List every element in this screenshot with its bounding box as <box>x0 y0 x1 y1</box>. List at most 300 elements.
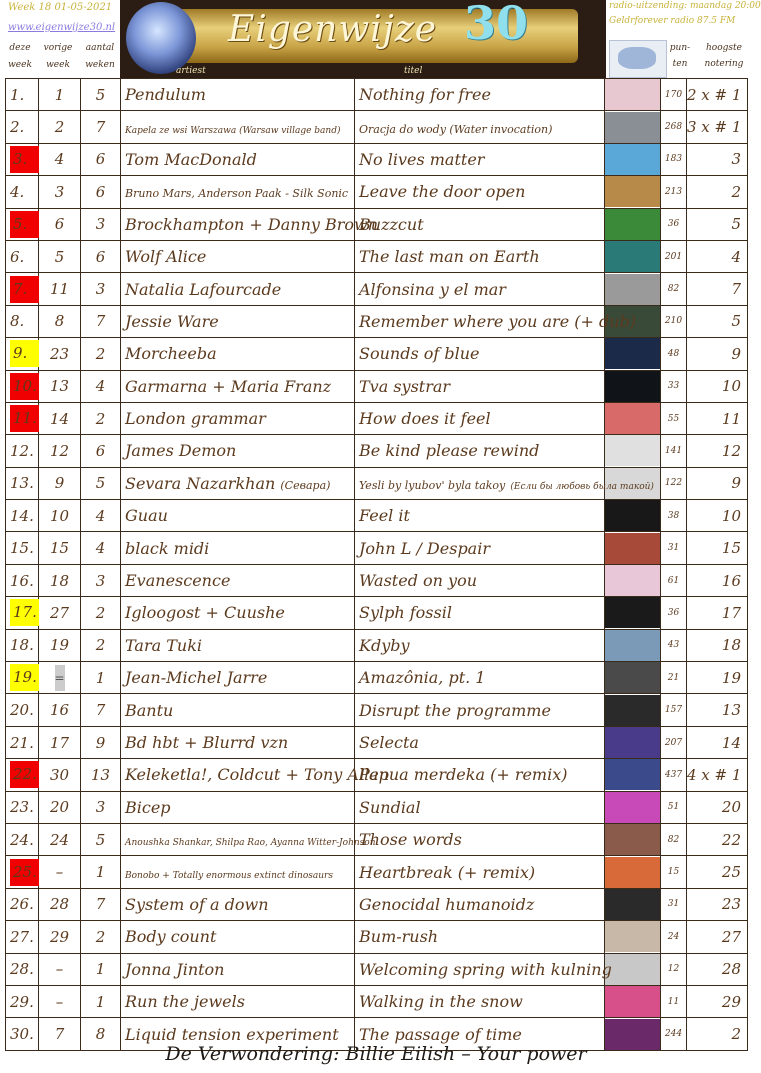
rank-value: 24. <box>10 830 34 849</box>
table-row <box>6 597 748 629</box>
song-title: Welcoming spring with kulning <box>359 959 612 979</box>
song-title: Disrupt the programme <box>359 700 551 720</box>
album-cover-thumbnail <box>605 597 660 628</box>
cover-cell <box>605 273 661 305</box>
artist-name: Sevara Nazarkhan <box>125 473 276 493</box>
table-row <box>6 79 748 111</box>
artist-cell <box>121 726 355 758</box>
album-cover-thumbnail <box>605 759 660 790</box>
prev-value: 17 <box>49 733 70 752</box>
header-right <box>606 0 761 78</box>
album-cover-thumbnail <box>605 695 660 726</box>
peak-cell: 28 <box>687 953 748 985</box>
song-title: Walking in the snow <box>359 992 523 1012</box>
peak-cell: 10 <box>687 500 748 532</box>
title-cell <box>355 111 605 143</box>
peak-cell: 27 <box>687 921 748 953</box>
album-cover-thumbnail <box>605 209 660 240</box>
song-title: Sylph fossil <box>359 603 452 623</box>
artist-cell <box>121 240 355 272</box>
prev-value: 27 <box>49 603 70 622</box>
song-title: Those words <box>359 830 462 850</box>
week-date: Week 18 01-05-2021 <box>8 2 113 13</box>
title-cell <box>355 208 605 240</box>
artist-cell <box>121 532 355 564</box>
prev-value: 4 <box>54 150 65 169</box>
title-cell <box>355 240 605 272</box>
points-cell: 244 <box>661 1018 687 1050</box>
weeks-cell: 5 <box>81 467 121 499</box>
points-cell: 157 <box>661 694 687 726</box>
album-cover-thumbnail <box>605 986 660 1017</box>
artist-cell <box>121 888 355 920</box>
song-title: The last man on Earth <box>359 247 540 267</box>
peak-cell: 22 <box>687 823 748 855</box>
cover-cell <box>605 240 661 272</box>
title-cell <box>355 176 605 208</box>
title-cell <box>355 305 637 337</box>
points-cell: 122 <box>661 467 687 499</box>
rank-cell <box>6 888 39 920</box>
title-cell <box>355 532 605 564</box>
table-row <box>6 953 748 985</box>
artist-name: Evanescence <box>125 571 231 591</box>
prev-value: 15 <box>49 539 70 558</box>
points-cell: 36 <box>661 208 687 240</box>
rank-cell <box>6 985 39 1017</box>
title-cell <box>355 662 605 694</box>
prev-cell <box>39 759 81 791</box>
song-title: Sounds of blue <box>359 344 480 364</box>
artist-cell <box>121 759 389 791</box>
rank-value: 12. <box>10 441 34 460</box>
artist-cell <box>121 597 355 629</box>
label-titel: titel <box>404 66 423 76</box>
album-cover-thumbnail <box>605 144 660 175</box>
album-cover-thumbnail <box>605 792 660 823</box>
cover-cell <box>605 338 661 370</box>
table-row <box>6 888 748 920</box>
weeks-cell: 5 <box>81 79 121 111</box>
points-cell: 38 <box>661 500 687 532</box>
prev-cell <box>39 597 81 629</box>
artist-name: Wolf Alice <box>125 247 207 267</box>
prev-value: 30 <box>49 765 70 784</box>
prev-cell <box>39 273 81 305</box>
prev-value: 19 <box>49 636 70 655</box>
table-row <box>6 338 748 370</box>
peak-cell: 9 <box>687 467 748 499</box>
weeks-cell: 6 <box>81 240 121 272</box>
rank-cell <box>6 435 39 467</box>
song-title: Be kind please rewind <box>359 441 540 461</box>
album-cover-thumbnail <box>605 565 660 596</box>
peak-cell: 5 <box>687 305 748 337</box>
weeks-cell: 1 <box>81 985 121 1017</box>
rank-cell <box>6 208 39 240</box>
cover-cell <box>605 111 661 143</box>
song-title: Genocidal humanoidz <box>359 894 535 914</box>
points-cell: 15 <box>661 856 687 888</box>
rank-value: 27. <box>10 927 34 946</box>
prev-value: 2 <box>54 118 65 137</box>
artist-name: James Demon <box>125 441 237 461</box>
points-cell: 24 <box>661 921 687 953</box>
song-title: Kdyby <box>359 635 410 655</box>
rank-value: 30. <box>10 1025 34 1044</box>
prev-cell <box>39 370 81 402</box>
artist-name: System of a down <box>125 894 269 914</box>
rank-cell <box>6 79 39 111</box>
song-title: Wasted on you <box>359 571 478 591</box>
prev-value: 20 <box>49 798 70 817</box>
weeks-cell: 4 <box>81 500 121 532</box>
artist-name: Keleketla!, Coldcut + Tony Allen <box>125 765 389 785</box>
prev-value: 9 <box>54 474 65 493</box>
cover-cell <box>605 564 661 596</box>
song-title: Selecta <box>359 733 419 752</box>
rank-cell <box>6 921 39 953</box>
rank-value: 14. <box>10 506 34 525</box>
artist-cell <box>121 208 379 240</box>
table-row <box>6 208 748 240</box>
peak-cell: 29 <box>687 985 748 1017</box>
prev-equal-marker: = <box>55 665 65 691</box>
artist-cell <box>121 111 355 143</box>
table-row <box>6 111 748 143</box>
prev-cell <box>39 402 81 434</box>
artist-name: Tom MacDonald <box>125 149 257 169</box>
points-cell: 82 <box>661 273 687 305</box>
peak-cell: 2 <box>687 176 748 208</box>
points-cell: 31 <box>661 532 687 564</box>
table-row <box>6 370 748 402</box>
prev-value: 29 <box>49 927 70 946</box>
cover-cell <box>605 759 661 791</box>
table-row <box>6 500 748 532</box>
title-cell <box>355 564 605 596</box>
weeks-cell: 3 <box>81 564 121 596</box>
prev-value: 24 <box>49 830 70 849</box>
banner <box>120 0 606 78</box>
weeks-cell: 2 <box>81 597 121 629</box>
table-row <box>6 759 748 791</box>
prev-cell <box>39 662 81 694</box>
label-artiest: artiest <box>176 66 206 76</box>
rank-cell <box>6 564 39 596</box>
weeks-cell: 3 <box>81 208 121 240</box>
title-cell <box>355 726 605 758</box>
prev-cell <box>39 694 81 726</box>
cover-cell <box>605 143 661 175</box>
rank-cell <box>6 823 39 855</box>
artist-name: Bonobo + Totally enormous extinct dinosaurs <box>125 870 333 881</box>
table-row <box>6 467 748 499</box>
prev-value: 10 <box>49 506 70 525</box>
album-cover-thumbnail <box>605 435 660 466</box>
prev-value: – <box>55 863 64 882</box>
song-title: Remember where you are (+ dub) <box>359 311 637 331</box>
song-title: Alfonsina y el mar <box>359 279 506 299</box>
footer-verwondering: De Verwondering: Billie Eilish – Your power <box>165 1043 587 1065</box>
artist-cell <box>121 500 355 532</box>
prev-cell <box>39 305 81 337</box>
weeks-cell: 7 <box>81 694 121 726</box>
rank-cell <box>6 338 39 370</box>
weeks-cell: 8 <box>81 1018 121 1050</box>
prev-value: 14 <box>49 409 70 428</box>
artist-cell <box>121 467 355 499</box>
rank-value: 15. <box>10 539 34 558</box>
table-row <box>6 694 748 726</box>
peak-cell: 12 <box>687 435 748 467</box>
album-cover-thumbnail <box>605 403 660 434</box>
rank-cell <box>6 402 39 434</box>
prev-value: – <box>55 992 64 1011</box>
rank-value: 28. <box>10 960 34 979</box>
col-header-deze-week: deze week <box>8 43 32 70</box>
prev-cell <box>39 111 81 143</box>
artist-cell <box>121 402 355 434</box>
rank-highlight: 25. <box>10 859 39 886</box>
weeks-cell: 3 <box>81 273 121 305</box>
table-row <box>6 564 748 596</box>
rank-cell <box>6 500 39 532</box>
song-title: Tva systrar <box>359 376 451 396</box>
prev-cell <box>39 532 81 564</box>
rank-cell <box>6 111 39 143</box>
points-cell: 55 <box>661 402 687 434</box>
artist-name: Natalia Lafourcade <box>125 279 282 299</box>
artist-name: Jonna Jinton <box>125 959 225 979</box>
artist-cell <box>121 953 355 985</box>
song-title: Leave the door open <box>359 182 526 202</box>
table-row <box>6 662 748 694</box>
song-title: The passage of time <box>359 1024 522 1044</box>
points-cell: 51 <box>661 791 687 823</box>
artist-cell <box>121 985 355 1017</box>
prev-value: 7 <box>54 1025 65 1044</box>
prev-cell <box>39 921 81 953</box>
artist-cell <box>121 694 355 726</box>
table-row <box>6 791 748 823</box>
points-cell: 33 <box>661 370 687 402</box>
prev-value: 28 <box>49 895 70 914</box>
album-cover-thumbnail <box>605 500 660 531</box>
table-row <box>6 823 748 855</box>
title-cell <box>355 953 612 985</box>
artist-cell <box>121 662 355 694</box>
points-cell: 207 <box>661 726 687 758</box>
peak-cell: 5 <box>687 208 748 240</box>
cover-cell <box>605 726 661 758</box>
weeks-cell: 1 <box>81 856 121 888</box>
prev-value: 11 <box>49 280 70 299</box>
weeks-cell: 4 <box>81 532 121 564</box>
rank-cell <box>6 791 39 823</box>
album-cover-thumbnail <box>605 533 660 564</box>
title-cell <box>355 79 605 111</box>
album-cover-thumbnail <box>605 727 660 758</box>
title-cell <box>355 370 605 402</box>
song-title: How does it feel <box>359 409 491 429</box>
artist-name: Run the jewels <box>125 992 245 1012</box>
song-title: Feel it <box>359 506 410 526</box>
title-cell <box>355 273 605 305</box>
peak-cell: 20 <box>687 791 748 823</box>
rank-highlight: 5. <box>10 211 39 238</box>
artist-name: Bruno Mars, Anderson Paak - Silk Sonic <box>125 187 349 201</box>
title-cell <box>355 143 605 175</box>
artist-cell <box>121 79 355 111</box>
album-cover-thumbnail <box>605 176 660 207</box>
artist-name: Bantu <box>125 700 174 720</box>
prev-cell <box>39 856 81 888</box>
chart-table <box>5 78 748 1051</box>
song-title: Buzzcut <box>359 214 424 234</box>
prev-cell <box>39 208 81 240</box>
rank-value: 8. <box>10 312 25 331</box>
album-cover-thumbnail <box>605 241 660 272</box>
cover-cell <box>605 856 661 888</box>
col-header-punten: pun- ten <box>669 43 691 69</box>
rank-cell <box>6 726 39 758</box>
cover-cell <box>605 662 661 694</box>
rank-cell <box>6 856 39 888</box>
album-cover-thumbnail <box>605 662 660 693</box>
weeks-cell: 2 <box>81 921 121 953</box>
points-cell: 82 <box>661 823 687 855</box>
weeks-cell: 6 <box>81 435 121 467</box>
table-row <box>6 273 748 305</box>
weeks-cell: 2 <box>81 402 121 434</box>
points-cell: 213 <box>661 176 687 208</box>
weeks-cell: 2 <box>81 338 121 370</box>
website-link[interactable]: www.eigenwijze30.nl <box>8 22 116 33</box>
title-cell <box>355 500 605 532</box>
album-cover-thumbnail <box>605 338 660 369</box>
weeks-cell: 5 <box>81 823 121 855</box>
prev-cell <box>39 467 81 499</box>
prev-cell <box>39 500 81 532</box>
rank-cell <box>6 176 39 208</box>
song-title: Heartbreak (+ remix) <box>359 862 536 882</box>
points-cell: 170 <box>661 79 687 111</box>
artist-name: Liquid tension experiment <box>125 1024 339 1044</box>
rank-value: 1. <box>10 85 25 104</box>
artist-name: Bd hbt + Blurrd vzn <box>125 733 289 752</box>
prev-cell <box>39 435 81 467</box>
song-title: John L / Despair <box>359 538 490 558</box>
col-header-aantal-weken: aantal weken <box>85 43 115 70</box>
table-row <box>6 402 748 434</box>
peak-cell: 19 <box>687 662 748 694</box>
prev-cell <box>39 176 81 208</box>
points-cell: 437 <box>661 759 687 791</box>
cover-cell <box>605 402 661 434</box>
title-cell <box>355 888 605 920</box>
album-cover-thumbnail <box>605 630 660 661</box>
station-info: Geldrforever radio 87.5 FM <box>609 16 736 26</box>
title-cell <box>355 791 605 823</box>
points-cell: 141 <box>661 435 687 467</box>
weeks-cell: 7 <box>81 111 121 143</box>
cover-cell <box>605 629 661 661</box>
song-title: Yesli by lyubov' byla takoy <box>359 478 506 492</box>
artist-name: Kapela ze wsi Warszawa (Warsaw village band) <box>125 125 341 136</box>
cover-cell <box>605 953 661 985</box>
weeks-cell: 4 <box>81 370 121 402</box>
rank-value: 4. <box>10 182 25 201</box>
rank-value: 16. <box>10 571 34 590</box>
artist-name: Garmarna + Maria Franz <box>125 376 332 396</box>
table-row <box>6 726 748 758</box>
title-cell <box>355 467 654 499</box>
rank-value: 29. <box>10 992 34 1011</box>
song-title: No lives matter <box>359 149 485 169</box>
artist-cell <box>121 823 376 855</box>
points-cell: 31 <box>661 888 687 920</box>
rank-cell <box>6 467 39 499</box>
artist-name: Brockhampton + Danny Brown <box>125 214 379 234</box>
rank-highlight: 19. <box>10 664 39 691</box>
rank-value: 6. <box>10 247 25 266</box>
rank-value: 18. <box>10 636 34 655</box>
prev-value: 3 <box>54 182 65 201</box>
prev-value: – <box>55 960 64 979</box>
cover-cell <box>605 921 661 953</box>
prev-value: 8 <box>54 312 65 331</box>
song-title: Oracja do wody (Water invocation) <box>359 122 553 136</box>
rank-cell <box>6 143 39 175</box>
song-title: Bum-rush <box>359 927 439 947</box>
peak-cell: 9 <box>687 338 748 370</box>
points-cell: 48 <box>661 338 687 370</box>
cover-cell <box>605 597 661 629</box>
peak-cell: 7 <box>687 273 748 305</box>
peak-cell: 23 <box>687 888 748 920</box>
table-row <box>6 856 748 888</box>
points-cell: 61 <box>661 564 687 596</box>
rank-value: 2. <box>10 118 25 137</box>
table-row <box>6 629 748 661</box>
rank-cell <box>6 694 39 726</box>
prev-cell <box>39 79 81 111</box>
peak-cell: 14 <box>687 726 748 758</box>
rank-cell <box>6 370 39 402</box>
peak-cell: 13 <box>687 694 748 726</box>
cover-cell <box>605 694 661 726</box>
rank-cell <box>6 305 39 337</box>
prev-value: 16 <box>49 701 70 720</box>
table-row <box>6 921 748 953</box>
rank-cell <box>6 240 39 272</box>
points-cell: 21 <box>661 662 687 694</box>
points-cell: 43 <box>661 629 687 661</box>
points-cell: 210 <box>661 305 687 337</box>
artist-name: Jean-Michel Jarre <box>125 668 268 688</box>
artist-name: Bicep <box>125 797 171 817</box>
prev-value: 12 <box>49 441 70 460</box>
prev-cell <box>39 629 81 661</box>
artist-cell <box>121 370 355 402</box>
table-row <box>6 143 748 175</box>
peak-cell: 2 <box>687 1018 748 1050</box>
title-cell <box>355 759 605 791</box>
album-cover-thumbnail <box>605 889 660 920</box>
peak-cell: 15 <box>687 532 748 564</box>
station-logo-icon <box>609 40 667 78</box>
